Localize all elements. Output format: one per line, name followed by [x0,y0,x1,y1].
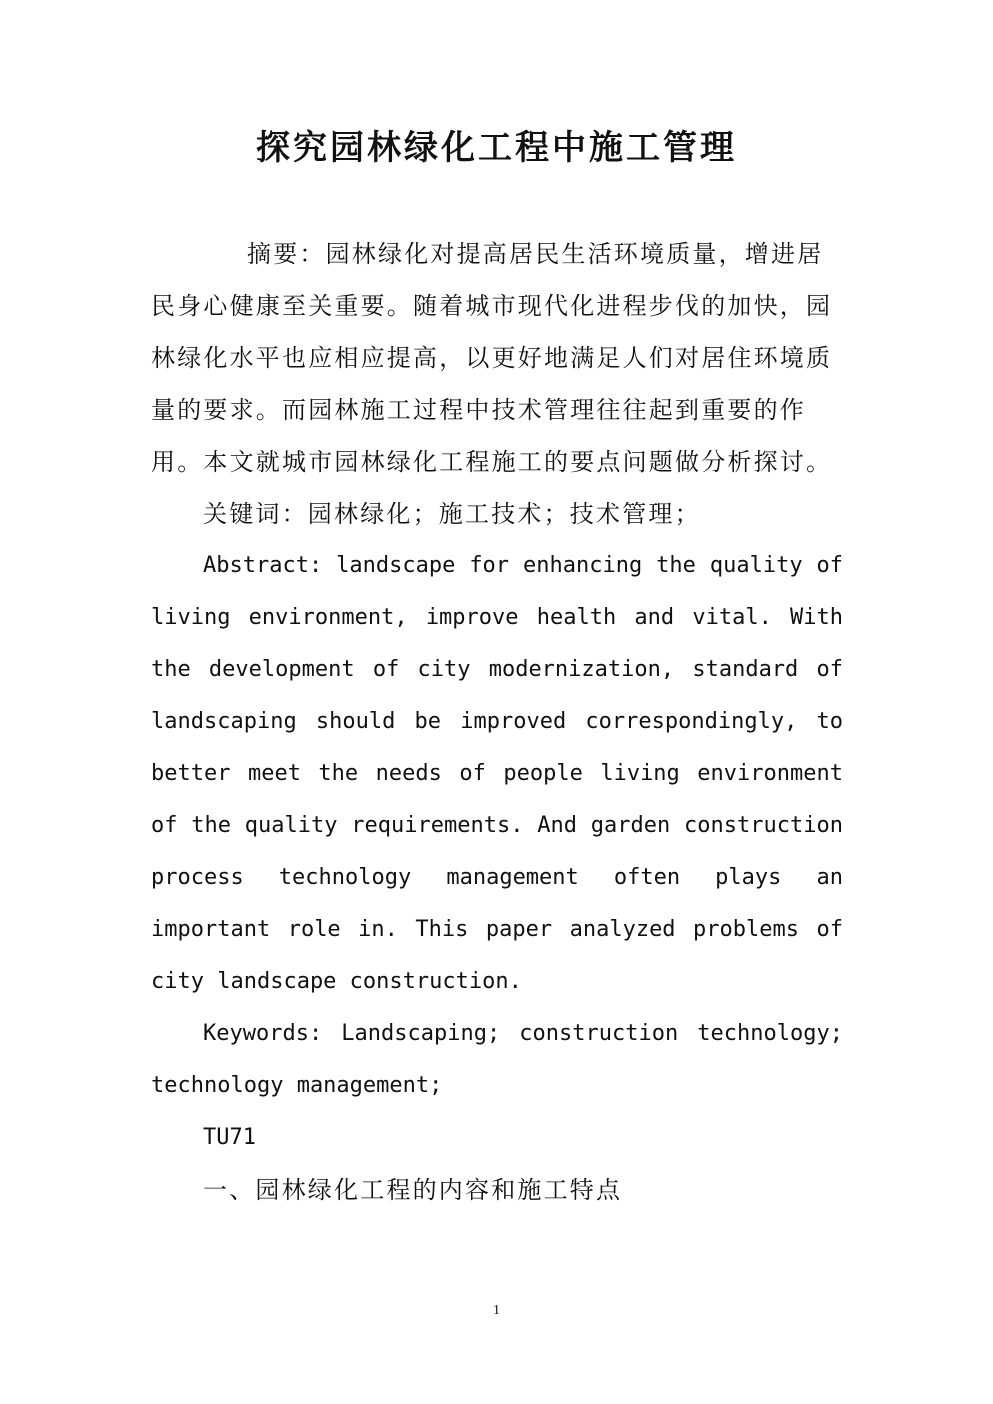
document-title: 探究园林绿化工程中施工管理 [256,128,737,168]
page-number: 1 [493,1303,500,1318]
keywords-en: Keywords: Landscaping; construction technology; technology management; [151,1021,843,1098]
classification-code: TU71 [203,1125,256,1150]
abstract-cn: 摘要：园林绿化对提高居民生活环境质量，增进居民身心健康至关重要。随着城市现代化进程步伐的加快，园林绿化水平也应相应提高，以更好地满足人们对居住环境质量的要求。而园林施工过程中技术管理往往起到重要的作用。本文就城市园林绿化工程施工的要点问题做分析探讨。 [151,240,833,476]
abstract-en: Abstract: landscape for enhancing the quality of living environment, improve health and vital. With the development of city modernization, standard of landscaping should be improved correspondingly, to better meet the needs of people living environment of the quality requirements. And garden construction process technology management often plays an important role in. This paper analyzed problems of city landscape construction. [151,553,843,994]
keywords-cn: 关键词：园林绿化；施工技术；技术管理； [203,500,701,528]
document-body [151,228,843,1216]
section-heading: 一、园林绿化工程的内容和施工特点 [203,1176,623,1204]
